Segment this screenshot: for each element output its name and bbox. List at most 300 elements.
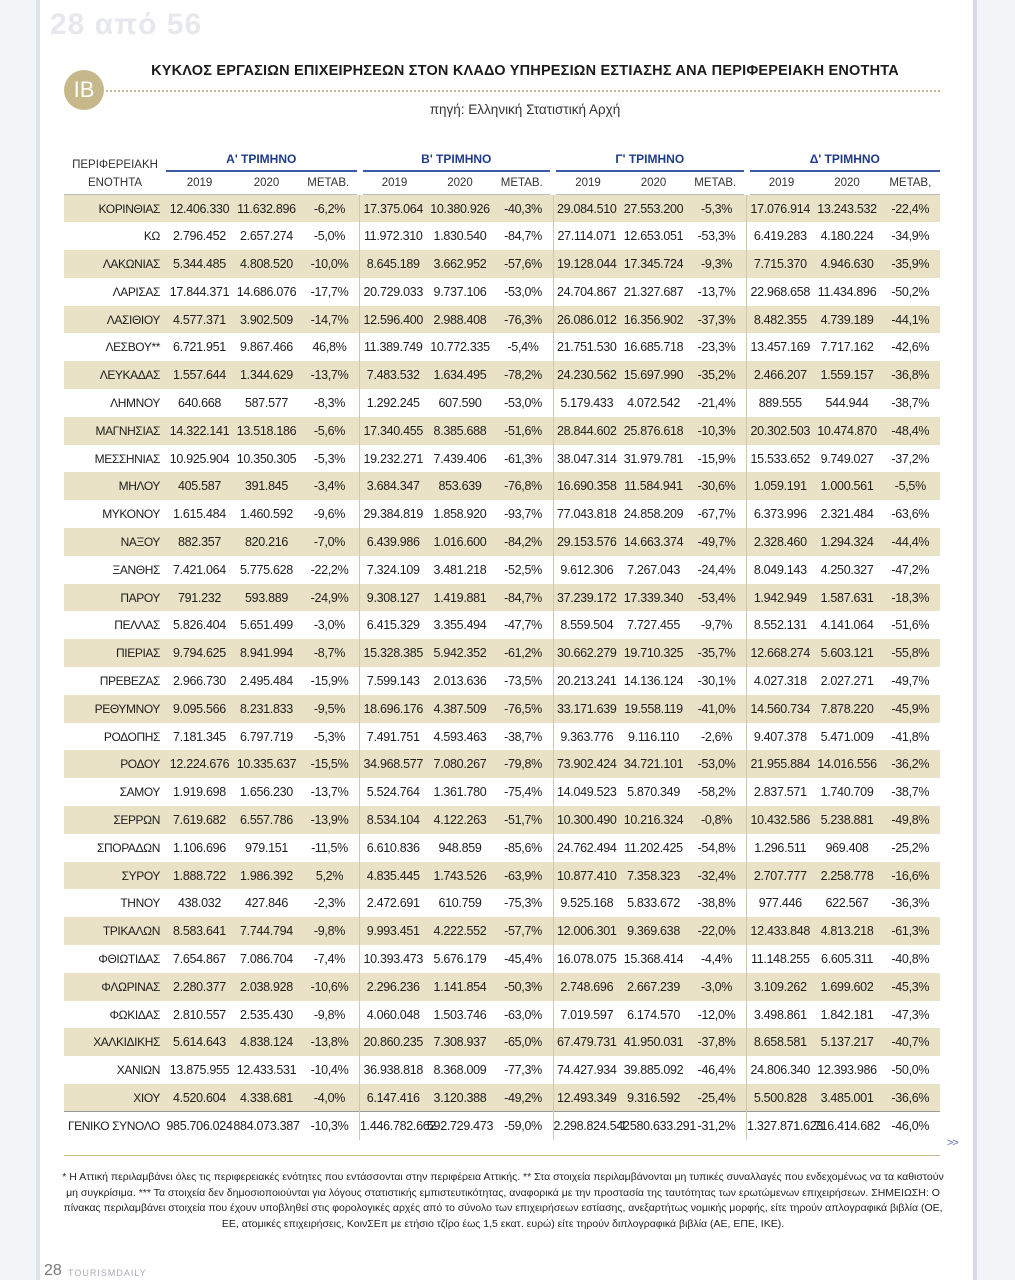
value-cell-q1-change: -10,6%: [300, 973, 360, 1001]
value-cell-q3-2019: 14.049.523: [553, 778, 620, 806]
value-cell-q4-2019: 8.049.143: [747, 556, 814, 584]
value-cell-q3-2020: 7.267.043: [627, 562, 680, 577]
value-cell-q4-2020: 7.878.220: [814, 695, 881, 723]
value-cell-q1-change: -5,3%: [313, 451, 346, 466]
value-cell-q3-2019: 26.086.012: [553, 306, 620, 334]
col-header-q4-2019: 2019: [747, 171, 814, 195]
quarter-header-q3: Γ' ΤΡΙΜΗΝΟ: [553, 148, 747, 171]
value-cell-q2-2019: 20.729.033: [360, 278, 427, 306]
value-cell-q4-change: -47,2%: [891, 562, 930, 577]
region-name-cell: ΛΑΣΙΘΙΟΥ: [64, 306, 166, 334]
value-cell-q3-2020: 9.116.110: [628, 729, 680, 744]
value-cell-q4-2020: 969.408: [825, 840, 869, 855]
value-cell-q1-change: -11,5%: [311, 840, 348, 855]
table-row: [64, 584, 940, 612]
value-cell-q3-change: -38,8%: [697, 896, 736, 911]
value-cell-q2-change: -52,5%: [504, 562, 542, 577]
value-cell-q2-2020: 592.729.473: [427, 1112, 494, 1140]
region-name-cell: ΣΑΜΟΥ: [119, 785, 160, 800]
value-cell-q1-2020: 593.889: [233, 584, 300, 612]
value-cell-q4-2020: 5.238.881: [814, 806, 881, 834]
value-cell-q3-2020: 16.685.718: [623, 340, 684, 355]
value-cell-q3-2019: 24.762.494: [553, 834, 620, 862]
value-cell-q2-change: -65,0%: [494, 1028, 554, 1056]
value-cell-q2-2020: 4.387.509: [427, 695, 494, 723]
value-cell-q4-2020: 4.141.064: [820, 618, 874, 633]
value-cell-q3-change: -13,7%: [697, 284, 736, 299]
value-cell-q1-change: -10,0%: [300, 250, 360, 278]
value-cell-q1-2020: 8.231.833: [233, 695, 300, 723]
value-cell-q4-2019: 2.707.777: [747, 862, 814, 890]
value-cell-q4-2019: 1.059.191: [747, 472, 814, 500]
value-cell-q4-2019: 5.500.828: [747, 1084, 814, 1112]
value-cell-q3-2020: 19.558.119: [620, 695, 687, 723]
value-cell-q2-2019: 36.938.818: [360, 1056, 427, 1084]
value-cell-q3-2020: 6.174.570: [627, 1007, 680, 1022]
value-cell-q2-2020: 5.676.179: [433, 951, 487, 966]
value-cell-q2-2019: 7.491.751: [360, 723, 427, 751]
value-cell-q1-change: -9,8%: [313, 1007, 346, 1022]
value-cell-q2-2020: 4.222.552: [427, 917, 494, 945]
value-cell-q1-change: -10,4%: [310, 1063, 349, 1078]
value-cell-q2-2020: 1.016.600: [427, 528, 494, 556]
value-cell-q2-change: -73,5%: [504, 673, 542, 688]
page-edge-left-shadow: [36, 0, 40, 1280]
value-cell-q4-change: -34,9%: [891, 229, 930, 244]
title-divider: [106, 90, 940, 92]
value-cell-q3-2019: 10.877.410: [553, 862, 620, 890]
value-cell-q2-2019: 2.296.236: [360, 973, 427, 1001]
table-row: [64, 361, 940, 389]
value-cell-q1-2020: 2.657.274: [240, 229, 293, 244]
value-cell-q3-2020: 15.697.990: [620, 361, 687, 389]
value-cell-q1-2019: 7.421.064: [173, 562, 226, 577]
value-cell-q2-change: -45,4%: [504, 951, 542, 966]
value-cell-q1-2019: 9.794.625: [166, 639, 233, 667]
value-cell-q3-2019: 12.006.301: [553, 917, 620, 945]
value-cell-q2-2019: 4.060.048: [360, 1001, 427, 1029]
value-cell-q1-2019: 1.888.722: [166, 862, 233, 890]
region-name-cell: ΛΗΜΝΟΥ: [110, 395, 160, 410]
value-cell-q2-2020: 9.737.106: [433, 284, 487, 299]
value-cell-q4-2019: 3.498.861: [747, 1001, 814, 1029]
table-row: [64, 1001, 940, 1029]
value-cell-q3-2019: 77.043.818: [553, 500, 620, 528]
region-name-cell: ΦΩΚΙΔΑΣ: [109, 1007, 160, 1022]
turnover-table: [64, 148, 940, 1140]
table-row: [64, 417, 940, 445]
region-name-cell: ΠΙΕΡΙΑΣ: [64, 639, 166, 667]
value-cell-q3-change: -12,0%: [697, 1007, 736, 1022]
value-cell-q1-change: -8,3%: [313, 395, 346, 410]
value-cell-q2-change: -93,7%: [504, 507, 542, 522]
value-cell-q3-2020: 17.339.340: [620, 584, 687, 612]
value-cell-q2-change: -84,7%: [504, 229, 542, 244]
value-cell-q3-2020: 27.553.200: [620, 195, 687, 223]
value-cell-q1-2019: 985.706.024: [166, 1112, 233, 1140]
value-cell-q4-change: -44,1%: [881, 306, 941, 334]
value-cell-q4-change: -45,3%: [881, 973, 941, 1001]
quarter-header-q1: Α' ΤΡΙΜΗΝΟ: [166, 148, 360, 171]
value-cell-q2-2019: 6.415.329: [360, 611, 427, 639]
value-cell-q1-2019: 405.587: [166, 472, 233, 500]
value-cell-q2-2020: 1.419.881: [427, 584, 494, 612]
value-cell-q2-2019: 6.147.416: [360, 1084, 427, 1112]
value-cell-q3-2019: 30.662.279: [553, 639, 620, 667]
value-cell-q2-2019: 12.596.400: [360, 306, 427, 334]
value-cell-q2-change: -75,3%: [504, 896, 542, 911]
value-cell-q4-2020: 11.434.896: [817, 284, 877, 299]
value-cell-q2-change: -78,2%: [494, 361, 554, 389]
value-cell-q4-change: -49,8%: [881, 806, 941, 834]
region-name-cell: ΦΛΩΡΙΝΑΣ: [64, 973, 166, 1001]
value-cell-q1-2019: 8.583.641: [166, 917, 233, 945]
table-row: [64, 306, 940, 334]
value-cell-q1-2020: 10.350.305: [236, 451, 297, 466]
value-cell-q3-2020: 14.136.124: [623, 673, 684, 688]
value-cell-q2-2019: 2.472.691: [360, 889, 427, 917]
value-cell-q1-2019: 7.181.345: [173, 729, 226, 744]
value-cell-q2-change: -79,8%: [494, 750, 554, 778]
value-cell-q4-2019: 6.419.283: [747, 222, 814, 250]
value-cell-q4-2019: 977.446: [747, 889, 814, 917]
region-name-cell: ΠΕΛΛΑΣ: [114, 618, 160, 633]
value-cell-q3-2019: 29.084.510: [553, 195, 620, 223]
value-cell-q1-change: -5,0%: [313, 229, 346, 244]
value-cell-q3-change: -0,8%: [687, 806, 747, 834]
value-cell-q1-2020: 4.838.124: [233, 1028, 300, 1056]
value-cell-q3-change: -15,9%: [697, 451, 736, 466]
value-cell-q2-change: -76,5%: [494, 695, 554, 723]
region-header: ΠΕΡΙΦΕΡΕΙΑΚΗ: [72, 159, 158, 171]
table-row: [64, 973, 940, 1001]
value-cell-q4-2019: 13.457.169: [747, 333, 814, 361]
value-cell-q3-2020: 7.727.455: [627, 618, 680, 633]
value-cell-q4-2020: 622.567: [825, 896, 869, 911]
value-cell-q4-2019: 2.466.207: [747, 361, 814, 389]
page-counter-label: 28 από 56: [50, 8, 203, 41]
value-cell-q2-2020: 2.988.408: [427, 306, 494, 334]
value-cell-q1-2019: 438.032: [177, 896, 222, 911]
value-cell-q2-2020: 10.772.335: [430, 340, 490, 355]
region-name-cell: ΤΡΙΚΑΛΩΝ: [64, 917, 166, 945]
value-cell-q1-2020: 427.846: [244, 896, 289, 911]
value-cell-q4-change: -35,9%: [881, 250, 941, 278]
value-cell-q1-change: -9,8%: [300, 917, 360, 945]
value-cell-q4-2019: 24.806.340: [747, 1056, 814, 1084]
value-cell-q2-2020: 607.590: [438, 395, 482, 410]
footnote-text: * Η Αττική περιλαμβάνει όλες τις περιφερειακές ενότητες που εντάσσονται στην περιφέρεια Αττικής. ** Στα στοιχεία περιλαμβάνονται μη τυπικές συναλλαγές που ενδεχομένως να τα καθιστούν μη συγκρίσιμα. *** Τα στοιχεία δεν δημοσιοποιούνται για λόγους στατιστικής εμπιστευτικότητας, αναφορικά με την προστασία της ταυτότητας των ερωτώμενων επιχειρήσεων. ΣΗΜΕΙΩΣΗ: Ο πίνακας περιλαμβάνει στοιχεία που έχουν υποβληθεί στις φορολογικές αρχές από το σύνολο των επιχειρήσεων εστίασης, ανεξαρτήτως νομικής μορφής, είτε τηρούν απλογραφικά βιβλία (ΟΕ, ΕΕ, ατομικές επιχειρήσεις, ΚοινΣΕπ με ετήσιο τζίρο έως 1,5 εκατ. ευρώ) είτε τηρούν διπλογραφικά βιβλία (ΑΕ, ΕΠΕ, ΙΚΕ).: [62, 1171, 944, 1230]
value-cell-q1-2020: 9.867.466: [240, 340, 293, 355]
value-cell-q4-2019: 14.560.734: [747, 695, 814, 723]
table-row: [64, 917, 940, 945]
region-name-cell: ΝΑΞΟΥ: [64, 528, 166, 556]
value-cell-q2-change: -63,9%: [494, 862, 554, 890]
region-name-cell: ΠΡΕΒΕΖΑΣ: [99, 673, 160, 688]
value-cell-q3-2019: 5.179.433: [553, 389, 620, 417]
value-cell-q3-change: -53,3%: [697, 229, 736, 244]
value-cell-q4-2019: 7.715.370: [747, 250, 814, 278]
value-cell-q3-change: -24,4%: [697, 562, 736, 577]
value-cell-q3-change: -31,2%: [687, 1112, 747, 1140]
value-cell-q2-change: -77,3%: [504, 1063, 542, 1078]
value-cell-q1-2020: 1.344.629: [233, 361, 300, 389]
value-cell-q1-2020: 3.902.509: [233, 306, 300, 334]
value-cell-q3-change: -21,4%: [697, 395, 736, 410]
value-cell-q1-2020: 4.808.520: [233, 250, 300, 278]
value-cell-q2-2020: 5.942.352: [427, 639, 494, 667]
value-cell-q4-2019: 15.533.652: [747, 445, 814, 473]
value-cell-q2-2019: 11.389.749: [360, 333, 427, 361]
value-cell-q4-2019: 10.432.586: [747, 806, 814, 834]
value-cell-q2-2020: 853.639: [427, 472, 494, 500]
quarter-header-q4: Δ' ΤΡΙΜΗΝΟ: [747, 148, 941, 171]
value-cell-q3-2020: 1.580.633.291: [620, 1112, 687, 1140]
value-cell-q1-2020: 10.335.637: [233, 750, 300, 778]
value-cell-q4-2020: 5.137.217: [814, 1028, 881, 1056]
region-name-cell: ΞΑΝΘΗΣ: [112, 562, 160, 577]
value-cell-q4-change: -36,3%: [891, 896, 930, 911]
value-cell-q3-change: -41,0%: [687, 695, 747, 723]
col-header-q1-2019: 2019: [166, 171, 233, 195]
value-cell-q2-2019: 1.292.245: [360, 389, 427, 417]
value-cell-q1-2019: 12.224.676: [166, 750, 233, 778]
value-cell-q4-2020: 14.016.556: [814, 750, 881, 778]
value-cell-q3-2019: 9.525.168: [553, 889, 620, 917]
value-cell-q4-2020: 716.414.682: [814, 1112, 881, 1140]
quarter-header-q2: Β' ΤΡΙΜΗΝΟ: [360, 148, 554, 171]
value-cell-q2-2019: 3.684.347: [360, 472, 427, 500]
table-row: [64, 445, 940, 473]
value-cell-q3-2019: 28.844.602: [553, 417, 620, 445]
table-row: [64, 556, 940, 584]
value-cell-q4-change: -63,6%: [891, 507, 930, 522]
value-cell-q3-2019: 67.479.731: [553, 1028, 620, 1056]
value-cell-q1-2019: 5.826.404: [173, 618, 226, 633]
value-cell-q3-2019: 2.298.824.542: [553, 1112, 620, 1140]
value-cell-q2-2020: 1.141.854: [427, 973, 494, 1001]
value-cell-q1-2020: 7.744.794: [233, 917, 300, 945]
value-cell-q3-change: -2,6%: [700, 729, 733, 744]
region-name-cell: ΜΗΛΟΥ: [64, 472, 166, 500]
value-cell-q4-2019: 8.482.355: [747, 306, 814, 334]
value-cell-q1-change: -5,3%: [313, 729, 346, 744]
value-cell-q3-2019: 9.612.306: [553, 556, 620, 584]
value-cell-q3-change: -37,3%: [687, 306, 747, 334]
table-row: [64, 945, 940, 973]
value-cell-q1-2020: 6.797.719: [240, 729, 293, 744]
value-cell-q3-2019: 24.704.867: [553, 278, 620, 306]
value-cell-q3-2020: 17.345.724: [620, 250, 687, 278]
value-cell-q3-change: -25,4%: [687, 1084, 747, 1112]
value-cell-q4-2020: 4.813.218: [814, 917, 881, 945]
value-cell-q3-2020: 31.979.781: [623, 451, 684, 466]
value-cell-q2-2020: 3.355.494: [433, 618, 487, 633]
value-cell-q4-2020: 4.739.189: [814, 306, 881, 334]
region-name-cell: ΤΗΝΟΥ: [120, 896, 160, 911]
region-name-cell: ΛΑΡΙΣΑΣ: [112, 284, 160, 299]
value-cell-q3-change: -35,2%: [687, 361, 747, 389]
value-cell-q2-2020: 7.080.267: [427, 750, 494, 778]
value-cell-q3-2020: 21.327.687: [623, 284, 684, 299]
value-cell-q2-2019: 4.835.445: [360, 862, 427, 890]
value-cell-q2-change: -61,3%: [504, 451, 542, 466]
value-cell-q2-2019: 8.645.189: [360, 250, 427, 278]
value-cell-q3-2019: 24.230.562: [553, 361, 620, 389]
value-cell-q3-2020: 14.663.374: [620, 528, 687, 556]
table-row: [64, 667, 940, 695]
table-row: [64, 806, 940, 834]
value-cell-q4-2019: 22.968.658: [747, 278, 814, 306]
value-cell-q3-change: -30,6%: [687, 472, 747, 500]
value-cell-q1-2019: 640.668: [177, 395, 222, 410]
region-name-cell: ΧΑΛΚΙΔΙΚΗΣ: [64, 1028, 166, 1056]
value-cell-q4-2020: 4.250.327: [820, 562, 874, 577]
value-cell-q3-2020: 25.876.618: [620, 417, 687, 445]
value-cell-q1-2019: 5.614.643: [166, 1028, 233, 1056]
value-cell-q1-2020: 14.686.076: [236, 284, 297, 299]
value-cell-q4-2019: 1.296.511: [747, 834, 814, 862]
value-cell-q1-2020: 7.086.704: [240, 951, 293, 966]
value-cell-q3-2020: 5.870.349: [627, 785, 680, 800]
value-cell-q4-2020: 1.559.157: [814, 361, 881, 389]
value-cell-q2-2019: 29.384.819: [360, 500, 427, 528]
value-cell-q1-2019: 6.721.951: [173, 340, 226, 355]
value-cell-q3-2019: 12.493.349: [553, 1084, 620, 1112]
col-header-q2-2019: 2019: [360, 171, 427, 195]
value-cell-q4-2019: 17.076.914: [747, 195, 814, 223]
value-cell-q4-2019: 12.668.274: [747, 639, 814, 667]
value-cell-q4-change: -18,3%: [881, 584, 941, 612]
value-cell-q3-change: -37,8%: [687, 1028, 747, 1056]
year-header-row: [64, 171, 940, 195]
value-cell-q3-change: -35,7%: [687, 639, 747, 667]
value-cell-q1-2019: 882.357: [166, 528, 233, 556]
region-name-cell: ΧΙΟΥ: [64, 1084, 166, 1112]
value-cell-q1-change: -7,0%: [300, 528, 360, 556]
value-cell-q1-change: -9,5%: [300, 695, 360, 723]
value-cell-q2-change: -84,2%: [494, 528, 554, 556]
region-name-cell: ΦΘΙΩΤΙΔΑΣ: [98, 951, 160, 966]
value-cell-q1-2019: 13.875.955: [169, 1063, 230, 1078]
table-row: [64, 333, 940, 361]
value-cell-q4-2019: 12.433.848: [747, 917, 814, 945]
value-cell-q4-change: -42,6%: [891, 340, 930, 355]
value-cell-q2-2020: 610.759: [438, 896, 482, 911]
value-cell-q4-2020: 10.474.870: [814, 417, 881, 445]
brand-logo-text: TOURISMDAILY: [68, 1268, 147, 1278]
value-cell-q3-2020: 16.356.902: [620, 306, 687, 334]
value-cell-q4-change: -40,8%: [891, 951, 930, 966]
value-cell-q2-2019: 1.446.782.662: [360, 1112, 427, 1140]
value-cell-q1-change: -9,6%: [313, 507, 346, 522]
value-cell-q2-change: -53,0%: [504, 284, 542, 299]
value-cell-q2-2019: 11.972.310: [360, 222, 427, 250]
value-cell-q1-2020: 13.518.186: [233, 417, 300, 445]
value-cell-q1-2020: 2.038.928: [233, 973, 300, 1001]
value-cell-q1-2019: 1.106.696: [173, 840, 226, 855]
value-cell-q1-2020: 1.656.230: [240, 785, 293, 800]
value-cell-q4-change: -22,4%: [881, 195, 941, 223]
region-name-cell: ΚΟΡΙΝΘΙΑΣ: [64, 195, 166, 223]
value-cell-q3-2020: 10.216.324: [620, 806, 687, 834]
value-cell-q2-2020: 7.308.937: [427, 1028, 494, 1056]
table-body: [64, 195, 940, 1140]
value-cell-q3-2019: 16.690.358: [553, 472, 620, 500]
value-cell-q1-2020: 391.845: [233, 472, 300, 500]
value-cell-q2-2019: 18.696.176: [360, 695, 427, 723]
value-cell-q2-2019: 7.599.143: [360, 667, 427, 695]
value-cell-q3-2019: 8.559.504: [553, 611, 620, 639]
value-cell-q1-change: -17,7%: [310, 284, 349, 299]
col-header-q2-change: ΜΕΤΑΒ.: [494, 171, 554, 195]
table-title: ΚΥΚΛΟΣ ΕΡΓΑΣΙΩΝ ΕΠΙΧΕΙΡΗΣΕΩΝ ΣΤΟΝ ΚΛΑΔΟ ΥΠΗΡΕΣΙΩΝ ΕΣΤΙΑΣΗΣ ΑΝΑ ΠΕΡΙΦΕΡΕΙΑΚΗ ΕΝΟΤΗΤΑ: [151, 63, 899, 79]
value-cell-q3-2019: 21.751.530: [553, 333, 620, 361]
value-cell-q2-2020: 4.593.463: [433, 729, 487, 744]
value-cell-q1-2019: 7.619.682: [166, 806, 233, 834]
value-cell-q2-2020: 1.858.920: [433, 507, 487, 522]
value-cell-q4-2019: 9.407.378: [747, 723, 814, 751]
value-cell-q4-2019: 21.955.884: [747, 750, 814, 778]
source-note: πηγή: Ελληνική Στατιστική Αρχή: [429, 102, 621, 117]
value-cell-q3-2019: 19.128.044: [553, 250, 620, 278]
value-cell-q1-2019: 10.925.904: [169, 451, 230, 466]
total-row: [64, 1112, 940, 1140]
table-row: [64, 862, 940, 890]
value-cell-q2-2020: 1.503.746: [433, 1007, 487, 1022]
table-row: [64, 1056, 940, 1084]
value-cell-q4-2019: 2.837.571: [747, 778, 814, 806]
value-cell-q1-change: -15,5%: [300, 750, 360, 778]
value-cell-q1-change: -3,0%: [313, 618, 346, 633]
table-row: [64, 1084, 940, 1112]
value-cell-q2-change: -75,4%: [504, 785, 542, 800]
value-cell-q4-2019: 6.373.996: [747, 500, 814, 528]
value-cell-q2-2020: 948.859: [438, 840, 482, 855]
value-cell-q2-2020: 3.481.218: [433, 562, 487, 577]
value-cell-q4-2020: 2.027.271: [820, 673, 874, 688]
value-cell-q4-2020: 4.180.224: [820, 229, 874, 244]
value-cell-q3-2020: 34.721.101: [620, 750, 687, 778]
value-cell-q4-change: -38,7%: [891, 785, 930, 800]
value-cell-q3-2019: 74.427.934: [553, 1056, 620, 1084]
value-cell-q4-change: -41,8%: [891, 729, 930, 744]
value-cell-q1-2019: 2.796.452: [173, 229, 226, 244]
value-cell-q3-2020: 12.653.051: [623, 229, 684, 244]
value-cell-q2-2020: 7.439.406: [433, 451, 487, 466]
value-cell-q1-change: -5,6%: [300, 417, 360, 445]
region-name-cell: ΣΕΡΡΩΝ: [64, 806, 166, 834]
value-cell-q4-2020: 13.243.532: [814, 195, 881, 223]
col-header-q4-2020: 2020: [814, 171, 881, 195]
value-cell-q2-change: -47,7%: [504, 618, 542, 633]
value-cell-q4-2020: 544.944: [825, 395, 869, 410]
value-cell-q2-2020: 1.830.540: [433, 229, 487, 244]
col-header-q1-2020: 2020: [233, 171, 300, 195]
value-cell-q1-2019: 14.322.141: [166, 417, 233, 445]
value-cell-q1-2019: 9.095.566: [166, 695, 233, 723]
value-cell-q3-change: -32,4%: [687, 862, 747, 890]
value-cell-q3-2019: 2.748.696: [553, 973, 620, 1001]
value-cell-q2-change: -53,0%: [504, 395, 542, 410]
value-cell-q4-2020: 4.946.630: [814, 250, 881, 278]
value-cell-q3-2020: 39.885.092: [623, 1063, 684, 1078]
value-cell-q1-change: -24,9%: [300, 584, 360, 612]
value-cell-q1-change: -22,2%: [310, 562, 349, 577]
value-cell-q3-change: -46,4%: [697, 1063, 736, 1078]
value-cell-q4-2020: 1.842.181: [820, 1007, 874, 1022]
value-cell-q4-2020: 6.605.311: [821, 951, 874, 966]
